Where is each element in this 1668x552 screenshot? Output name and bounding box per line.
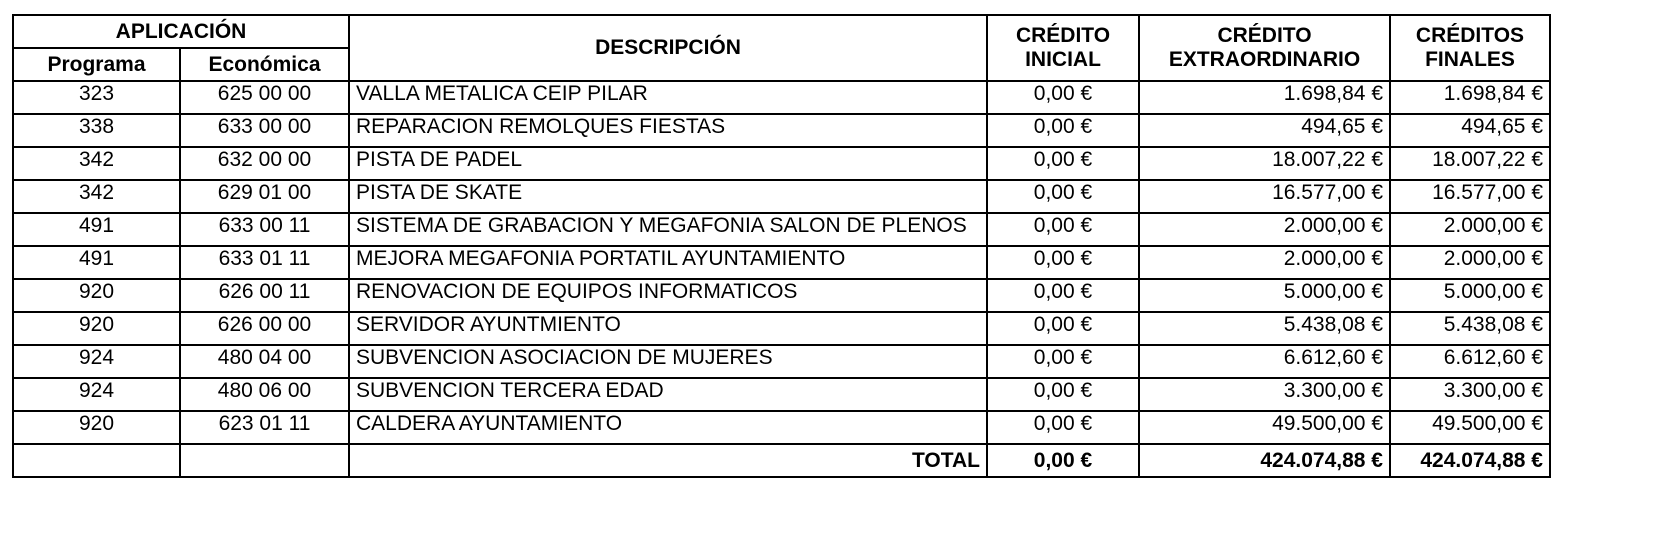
table-row xyxy=(13,312,1550,345)
cell-credito-inicial: 0,00 € xyxy=(987,147,1139,180)
cell-descripcion: SUBVENCION TERCERA EDAD xyxy=(349,378,987,411)
cell-creditos-finales: 49.500,00 € xyxy=(1390,411,1550,444)
cell-descripcion: SERVIDOR AYUNTMIENTO xyxy=(349,312,987,345)
cell-credito-inicial: 0,00 € xyxy=(987,411,1139,444)
cell-credito-extraordinario: 3.300,00 € xyxy=(1139,378,1390,411)
cell-total-empty-programa xyxy=(13,444,180,477)
cell-programa: 920 xyxy=(13,312,180,345)
cell-programa: 924 xyxy=(13,345,180,378)
cell-descripcion: VALLA METALICA CEIP PILAR xyxy=(349,81,987,114)
cell-credito-inicial: 0,00 € xyxy=(987,114,1139,147)
cell-creditos-finales: 3.300,00 € xyxy=(1390,378,1550,411)
cell-economica: 625 00 00 xyxy=(180,81,349,114)
cell-descripcion: SISTEMA DE GRABACION Y MEGAFONIA SALON DE PLENOS xyxy=(349,213,987,246)
cell-economica: 623 01 11 xyxy=(180,411,349,444)
cell-programa: 920 xyxy=(13,279,180,312)
cell-programa: 920 xyxy=(13,411,180,444)
header-credito-extraordinario xyxy=(1139,15,1390,81)
cell-economica: 626 00 11 xyxy=(180,279,349,312)
cell-credito-inicial: 0,00 € xyxy=(987,378,1139,411)
cell-programa: 924 xyxy=(13,378,180,411)
cell-credito-inicial: 0,00 € xyxy=(987,345,1139,378)
table-row xyxy=(13,213,1550,246)
total-creditos-finales: 424.074,88 € xyxy=(1390,444,1550,477)
cell-credito-extraordinario: 5.000,00 € xyxy=(1139,279,1390,312)
cell-descripcion: PISTA DE SKATE xyxy=(349,180,987,213)
cell-credito-inicial: 0,00 € xyxy=(987,81,1139,114)
table-row xyxy=(13,114,1550,147)
cell-economica: 632 00 00 xyxy=(180,147,349,180)
header-credito-inicial-line1: CRÉDITO xyxy=(1015,24,1111,47)
cell-programa: 491 xyxy=(13,213,180,246)
total-label: TOTAL xyxy=(349,444,987,477)
cell-credito-inicial: 0,00 € xyxy=(987,279,1139,312)
cell-economica: 633 00 11 xyxy=(180,213,349,246)
table-row xyxy=(13,147,1550,180)
cell-economica: 626 00 00 xyxy=(180,312,349,345)
budget-table-wrapper xyxy=(12,14,1551,478)
cell-descripcion: SUBVENCION ASOCIACION DE MUJERES xyxy=(349,345,987,378)
cell-programa: 338 xyxy=(13,114,180,147)
table-row xyxy=(13,378,1550,411)
cell-credito-extraordinario: 18.007,22 € xyxy=(1139,147,1390,180)
cell-credito-extraordinario: 6.612,60 € xyxy=(1139,345,1390,378)
cell-credito-extraordinario: 2.000,00 € xyxy=(1139,213,1390,246)
table-body xyxy=(13,81,1550,477)
table-row xyxy=(13,246,1550,279)
table-row xyxy=(13,279,1550,312)
cell-creditos-finales: 5.000,00 € xyxy=(1390,279,1550,312)
table-row xyxy=(13,345,1550,378)
header-aplicacion: APLICACIÓN xyxy=(13,15,349,48)
cell-creditos-finales: 16.577,00 € xyxy=(1390,180,1550,213)
cell-creditos-finales: 2.000,00 € xyxy=(1390,213,1550,246)
table-row xyxy=(13,180,1550,213)
header-credito-inicial-line2: INICIAL xyxy=(1025,48,1101,71)
header-creditos-finales-line2: FINALES xyxy=(1425,48,1515,71)
cell-descripcion: PISTA DE PADEL xyxy=(349,147,987,180)
cell-programa: 342 xyxy=(13,180,180,213)
cell-total-empty-economica xyxy=(180,444,349,477)
cell-credito-inicial: 0,00 € xyxy=(987,246,1139,279)
cell-credito-inicial: 0,00 € xyxy=(987,180,1139,213)
header-economica: Económica xyxy=(180,48,349,81)
header-descripcion: DESCRIPCIÓN xyxy=(349,15,987,81)
cell-credito-inicial: 0,00 € xyxy=(987,213,1139,246)
cell-credito-inicial: 0,00 € xyxy=(987,312,1139,345)
cell-credito-extraordinario: 1.698,84 € xyxy=(1139,81,1390,114)
cell-economica: 480 04 00 xyxy=(180,345,349,378)
budget-table xyxy=(12,14,1551,478)
cell-credito-extraordinario: 5.438,08 € xyxy=(1139,312,1390,345)
header-programa: Programa xyxy=(13,48,180,81)
cell-credito-extraordinario: 2.000,00 € xyxy=(1139,246,1390,279)
header-creditos-finales xyxy=(1390,15,1550,81)
total-credito-inicial: 0,00 € xyxy=(987,444,1139,477)
cell-creditos-finales: 1.698,84 € xyxy=(1390,81,1550,114)
cell-descripcion: CALDERA AYUNTAMIENTO xyxy=(349,411,987,444)
cell-economica: 633 01 11 xyxy=(180,246,349,279)
table-row xyxy=(13,411,1550,444)
header-credito-extra-line2: EXTRAORDINARIO xyxy=(1168,48,1361,71)
total-credito-extraordinario: 424.074,88 € xyxy=(1139,444,1390,477)
cell-descripcion: RENOVACION DE EQUIPOS INFORMATICOS xyxy=(349,279,987,312)
cell-economica: 480 06 00 xyxy=(180,378,349,411)
cell-creditos-finales: 18.007,22 € xyxy=(1390,147,1550,180)
cell-programa: 323 xyxy=(13,81,180,114)
cell-economica: 633 00 00 xyxy=(180,114,349,147)
header-creditos-finales-line1: CRÉDITOS xyxy=(1415,24,1525,47)
cell-creditos-finales: 5.438,08 € xyxy=(1390,312,1550,345)
cell-credito-extraordinario: 494,65 € xyxy=(1139,114,1390,147)
cell-programa: 342 xyxy=(13,147,180,180)
table-header xyxy=(13,15,1550,81)
cell-programa: 491 xyxy=(13,246,180,279)
header-credito-inicial xyxy=(987,15,1139,81)
cell-credito-extraordinario: 16.577,00 € xyxy=(1139,180,1390,213)
cell-descripcion: MEJORA MEGAFONIA PORTATIL AYUNTAMIENTO xyxy=(349,246,987,279)
header-credito-extra-line1: CRÉDITO xyxy=(1217,24,1312,47)
table-row xyxy=(13,81,1550,114)
cell-descripcion: REPARACION REMOLQUES FIESTAS xyxy=(349,114,987,147)
cell-economica: 629 01 00 xyxy=(180,180,349,213)
total-row xyxy=(13,444,1550,477)
cell-credito-extraordinario: 49.500,00 € xyxy=(1139,411,1390,444)
cell-creditos-finales: 6.612,60 € xyxy=(1390,345,1550,378)
cell-creditos-finales: 494,65 € xyxy=(1390,114,1550,147)
cell-creditos-finales: 2.000,00 € xyxy=(1390,246,1550,279)
